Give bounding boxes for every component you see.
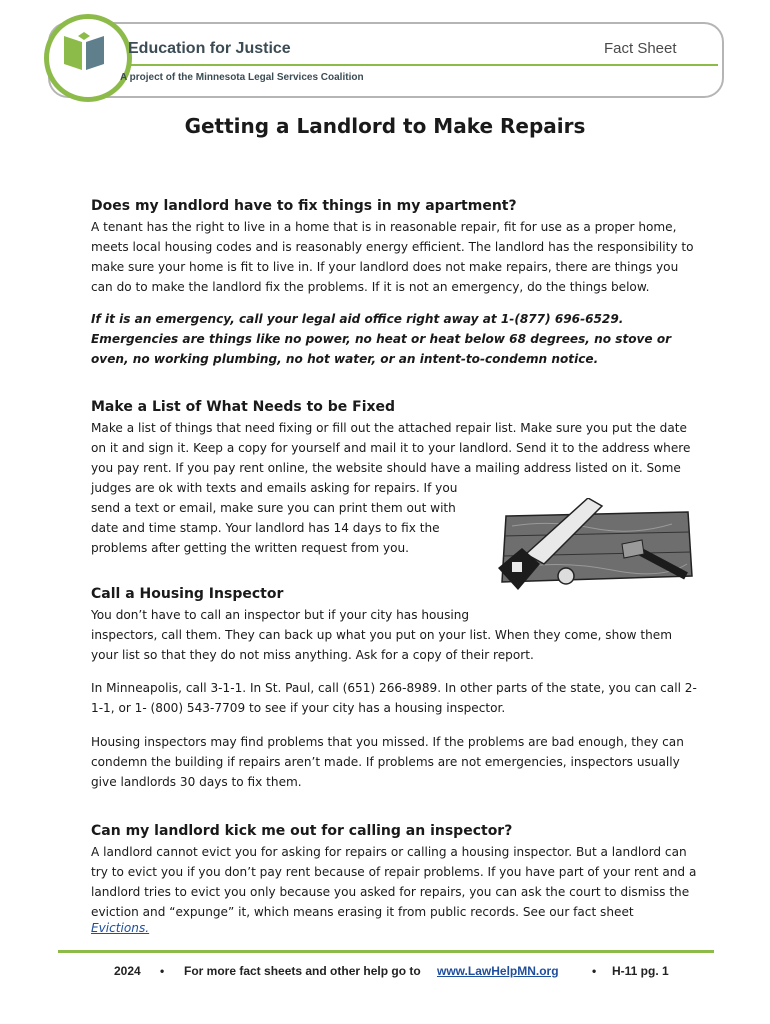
brand-tagline: A project of the Minnesota Legal Services Coalition [120, 72, 364, 83]
footer-bullet-2: • [592, 964, 597, 978]
footer-bullet-1: • [160, 964, 165, 978]
footer-rule [58, 950, 714, 953]
heading-make-list: Make a List of What Needs to be Fixed [91, 399, 396, 415]
book-logo-icon [60, 30, 108, 74]
tenant-rights-paragraph: A tenant has the right to live in a home that is in reasonable repair, fit for use as a proper home, meets local housing codes and is reasonably energy efficient. The landlord has the responsibility to make sure your home is fit to live in. If your landlord does not make repairs, there are things you can do to make the landlord fix the problems. If it is not an emergency, do the things below. [91, 220, 694, 294]
heading-landlord-fix: Does my landlord have to fix things in my apartment? [91, 198, 517, 214]
brand-name: Education for Justice [128, 40, 291, 57]
inspector-problems-paragraph: Housing inspectors may find problems that you missed. If the problems are bad enough, they can condemn the building if repairs aren’t made. If problems are not emergencies, inspectors usually give landlords 30 days to fix them. [91, 735, 684, 789]
evictions-link-line [91, 918, 149, 938]
emergency-paragraph: If it is an emergency, call your legal aid office right away at 1-(877) 696-6529. Emergencies are things like no power, no heat or heat below 68 degrees, no stove or oven, no working plumbing, no hot water, or an intent-to-condemn notice. [91, 312, 672, 366]
footer-text: For more fact sheets and other help go to [184, 964, 421, 978]
fact-sheet-label: Fact Sheet [604, 40, 677, 57]
inspector-paragraph: inspectors, call them. They can back up what you put on your list. When they come, show them your list so that they do not miss anything. Ask for a copy of their report. [91, 628, 673, 662]
inspector-paragraph-line1: You don’t have to call an inspector but if your city has housing [91, 608, 470, 622]
heading-kick-me-out: Can my landlord kick me out for calling an inspector? [91, 823, 513, 839]
retaliation-paragraph: A landlord cannot evict you for asking for repairs or calling a housing inspector. But a landlord can try to evict you if you don’t pay rent because of repair problems. If you have part of your rent and a landlord tries to evict you only because you asked for repairs, you can ask the court to dismiss the eviction and “expunge” it, which means erasing it from public records. See our fact sheet [91, 845, 697, 919]
texts-emails-paragraph: judges are ok with texts and emails asking for repairs. If you send a text or email, make sure you can print them out with date and time stamp. Your landlord has 14 days to fix the problems after getting the written request from you. [91, 481, 458, 555]
header-box [48, 22, 724, 98]
brand-rule [128, 64, 718, 66]
page-title: Getting a Landlord to Make Repairs [184, 114, 586, 138]
heading-housing-inspector: Call a Housing Inspector [91, 586, 284, 602]
lawhelpmn-link[interactable]: www.LawHelpMN.org [437, 964, 559, 978]
repair-list-paragraph: Make a list of things that need fixing or fill out the attached repair list. Make sure you put the date on it and sign it. Keep a copy for yourself and mail it to your landlord. Send it to the address where you pay rent. If you pay rent online, the website should have a mailing address listed on it. Some [91, 421, 691, 475]
saw-hammer-illustration [492, 498, 702, 598]
evictions-link[interactable]: Evictions. [91, 921, 150, 935]
inspector-phone-paragraph: In Minneapolis, call 3-1-1. In St. Paul, call (651) 266-8989. In other parts of the state, you can call 2-1-1, or 1- (800) 543-7709 to see if your city has a housing inspector. [91, 681, 697, 715]
footer-page-number: H-11 pg. 1 [612, 964, 669, 978]
footer-year: 2024 [114, 964, 141, 978]
